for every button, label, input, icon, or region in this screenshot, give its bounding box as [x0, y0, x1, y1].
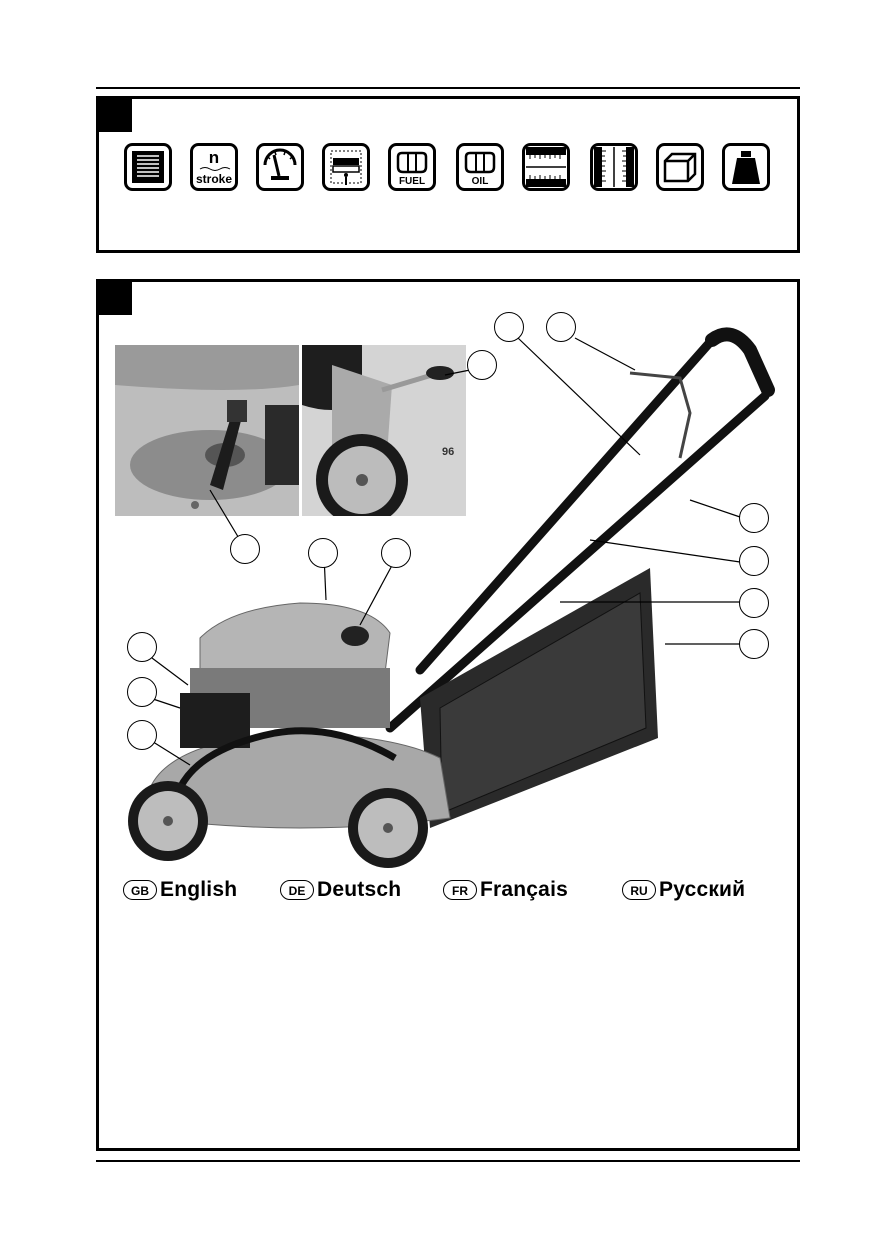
- language-name: Français: [480, 878, 568, 901]
- bottom-rule: [96, 1160, 800, 1162]
- engine-speed-gauge-icon: [256, 143, 304, 191]
- figure-2-tab: [96, 279, 132, 315]
- callout-circle: [739, 629, 769, 659]
- figure-1-tab: [96, 96, 132, 132]
- lawn-mower-illustration: [120, 318, 800, 878]
- callout-circle: [494, 312, 524, 342]
- callout-circle: [127, 720, 157, 750]
- language-code-badge: FR: [443, 880, 477, 900]
- language-english[interactable]: [123, 876, 237, 904]
- callout-circle: [308, 538, 338, 568]
- stroke-label: stroke: [195, 172, 233, 186]
- callout-circle: [230, 534, 260, 564]
- cutting-height-ruler-icon: [590, 143, 638, 191]
- language-code-badge: DE: [280, 880, 314, 900]
- language-deutsch[interactable]: [280, 876, 401, 904]
- stroke-engine-icon: [190, 143, 238, 191]
- cutting-width-ruler-icon: [522, 143, 570, 191]
- top-rule: [96, 87, 800, 89]
- grass-box-volume-icon: [656, 143, 704, 191]
- weight-icon: [722, 143, 770, 191]
- callout-circle: [467, 350, 497, 380]
- language-code-badge: GB: [123, 880, 157, 900]
- language-name: English: [160, 878, 238, 901]
- svg-text:96: 96: [442, 446, 455, 458]
- language-russian[interactable]: [622, 876, 745, 904]
- callout-circle: [739, 503, 769, 533]
- language-name: Русский: [659, 878, 746, 901]
- callout-circle: [381, 538, 411, 568]
- cutting-width-icon: [124, 143, 172, 191]
- oil-label: OIL: [471, 176, 489, 187]
- callout-circle: [739, 588, 769, 618]
- language-francais[interactable]: [443, 876, 568, 904]
- fuel-tank-icon: [388, 143, 436, 191]
- stroke-letter: n: [208, 148, 220, 167]
- oil-tank-icon: [456, 143, 504, 191]
- fuel-label: FUEL: [398, 176, 426, 187]
- language-name: Deutsch: [317, 878, 402, 901]
- callout-circle: [127, 677, 157, 707]
- callout-circle: [739, 546, 769, 576]
- callout-circle: [127, 632, 157, 662]
- engine-displacement-icon: [322, 143, 370, 191]
- language-code-badge: RU: [622, 880, 656, 900]
- callout-circle: [546, 312, 576, 342]
